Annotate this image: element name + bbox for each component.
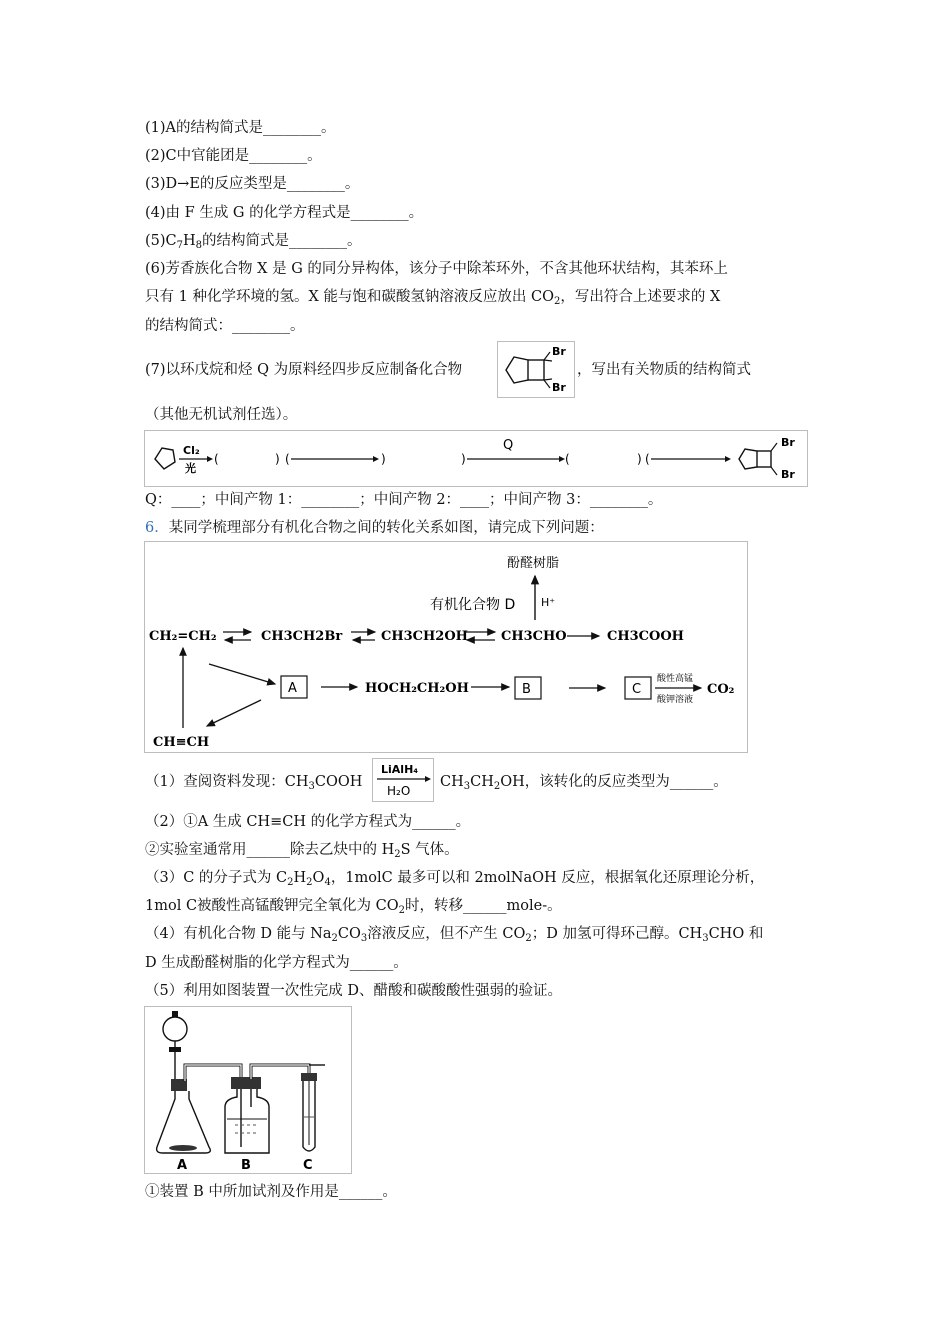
apparatus-c-label: C bbox=[303, 1158, 313, 1173]
box-c-label: C bbox=[632, 682, 642, 697]
synthesis-scheme bbox=[144, 430, 808, 487]
oxidant-bottom-label: 酸钾溶液 bbox=[657, 695, 694, 705]
reagent-light: 光 bbox=[185, 462, 196, 475]
q6-sub5: （5）利用如图装置一次性完成 D、醋酸和碳酸酸性强弱的验证。 bbox=[145, 983, 562, 999]
svg-text:): ) bbox=[637, 452, 642, 466]
q6-sub5-question1: ①装置 B 中所加试剂及作用是______。 bbox=[145, 1184, 397, 1200]
ethylene-glycol-label: HOCH₂CH₂OH bbox=[365, 681, 469, 696]
question-number: 6． bbox=[145, 520, 169, 536]
svg-text:(: ( bbox=[285, 452, 290, 466]
acetylene-label: CH≡CH bbox=[153, 735, 210, 750]
ethanol-label: CH3CH2OH bbox=[381, 629, 468, 644]
q6-sub4-line1: （4）有机化合物 D 能与 $Na_2CO_3$溶液反应，但不产生 $CO_2$；D 加氢可得环己醇。$CH_3CHO$ 和 bbox=[145, 926, 764, 944]
q5-sub7-text-before: (7)以环戊烷和烃 Q 为原料经四步反应制备化合物 bbox=[145, 362, 463, 378]
q5-sub5: $(5)C_7H_8$的结构简式是________。 bbox=[145, 233, 362, 251]
q5-sub3: (3)D→E的反应类型是________。 bbox=[145, 176, 360, 192]
organic-d-label: 有机化合物 D bbox=[430, 597, 516, 613]
reagent-q: Q bbox=[503, 438, 514, 453]
q6-sub3-line2: 1mol C被酸性高锰酸钾完全氧化为 $CO_2$时，转移______mole-。 bbox=[145, 898, 562, 916]
q5-answer-line: Q：____；中间产物 1：________；中间产物 2：____；中间产物 3：________。 bbox=[145, 492, 663, 508]
lialh4-reagent-figure bbox=[372, 758, 434, 802]
q6-sub2-part1: （2）①A 生成 CH≡CH 的化学方程式为______。 bbox=[145, 814, 471, 830]
apparatus-a-label: A bbox=[177, 1158, 188, 1173]
ethyl-bromide-label: CH3CH2Br bbox=[261, 629, 343, 644]
br-label: Br bbox=[552, 345, 566, 358]
ethylene-label: CH₂=CH₂ bbox=[149, 629, 217, 644]
acetaldehyde-label: CH3CHO bbox=[501, 629, 567, 644]
q5-sub7-line2: （其他无机试剂任选）。 bbox=[145, 407, 298, 423]
svg-text:(: ( bbox=[645, 452, 650, 466]
svg-text:): ) bbox=[381, 452, 386, 466]
svg-text:): ) bbox=[461, 452, 466, 466]
q5-sub6-line1: (6)芳香族化合物 X 是 G 的同分异构体，该分子中除苯环外，不含其他环状结构，其苯环上 bbox=[145, 261, 728, 277]
q6-stem: 6．某同学梳理部分有机化合物之间的转化关系如图，请完成下列问题： bbox=[145, 520, 604, 536]
br-label: Br bbox=[781, 436, 795, 449]
water-label: H₂O bbox=[387, 784, 411, 798]
q6-sub1-text-after: $CH_3CH_2OH$，该转化的反应类型为______。 bbox=[440, 774, 728, 792]
svg-text:(: ( bbox=[565, 452, 570, 466]
conversion-diagram bbox=[144, 541, 748, 753]
apparatus-b-label: B bbox=[241, 1158, 251, 1173]
q5-sub6-line3: 的结构简式：________。 bbox=[145, 318, 305, 334]
svg-text:(: ( bbox=[214, 452, 219, 466]
q5-sub4: (4)由 F 生成 G 的化学方程式是________。 bbox=[145, 205, 424, 221]
box-b-label: B bbox=[522, 682, 531, 697]
phenolic-resin-label: 酚醛树脂 bbox=[507, 556, 560, 571]
apparatus-figure bbox=[144, 1006, 352, 1174]
q5-sub2: (2)C中官能团是________。 bbox=[145, 148, 322, 164]
h-plus-label: H⁺ bbox=[541, 596, 556, 609]
svg-text:): ) bbox=[275, 452, 280, 466]
oxidant-top-label: 酸性高锰 bbox=[657, 674, 694, 684]
box-a-label: A bbox=[288, 681, 297, 696]
dibromide-structure-figure bbox=[497, 341, 575, 398]
q6-sub3-line1: （3）C 的分子式为 $C_2H_2O_4$，1molC 最多可以和 2molNaOH 反应，根据氧化还原理论分析， bbox=[145, 870, 765, 888]
q6-sub1-text-before: （1）查阅资料发现：$CH_3COOH$ bbox=[145, 774, 363, 792]
br-label: Br bbox=[552, 381, 566, 394]
acetic-acid-label: CH3COOH bbox=[607, 629, 684, 644]
q6-sub2-part2: ②实验室通常用______除去乙炔中的 $H_2S$ 气体。 bbox=[145, 842, 459, 860]
co2-label: CO₂ bbox=[707, 682, 735, 697]
q6-sub4-line2: D 生成酚醛树脂的化学方程式为______。 bbox=[145, 955, 408, 971]
q5-sub7-text-after: ，写出有关物质的结构简式 bbox=[577, 362, 751, 378]
br-label: Br bbox=[781, 468, 795, 481]
lialh4-label: LiAlH₄ bbox=[381, 763, 419, 776]
reagent-cl2: Cl₂ bbox=[183, 444, 200, 457]
q5-sub6-line2: 只有 1 种化学环境的氢。X 能与饱和碳酸氢钠溶液反应放出 $CO_2$，写出符合上述要求的 X bbox=[145, 289, 721, 307]
q5-sub1: (1)A的结构简式是________。 bbox=[145, 120, 336, 136]
